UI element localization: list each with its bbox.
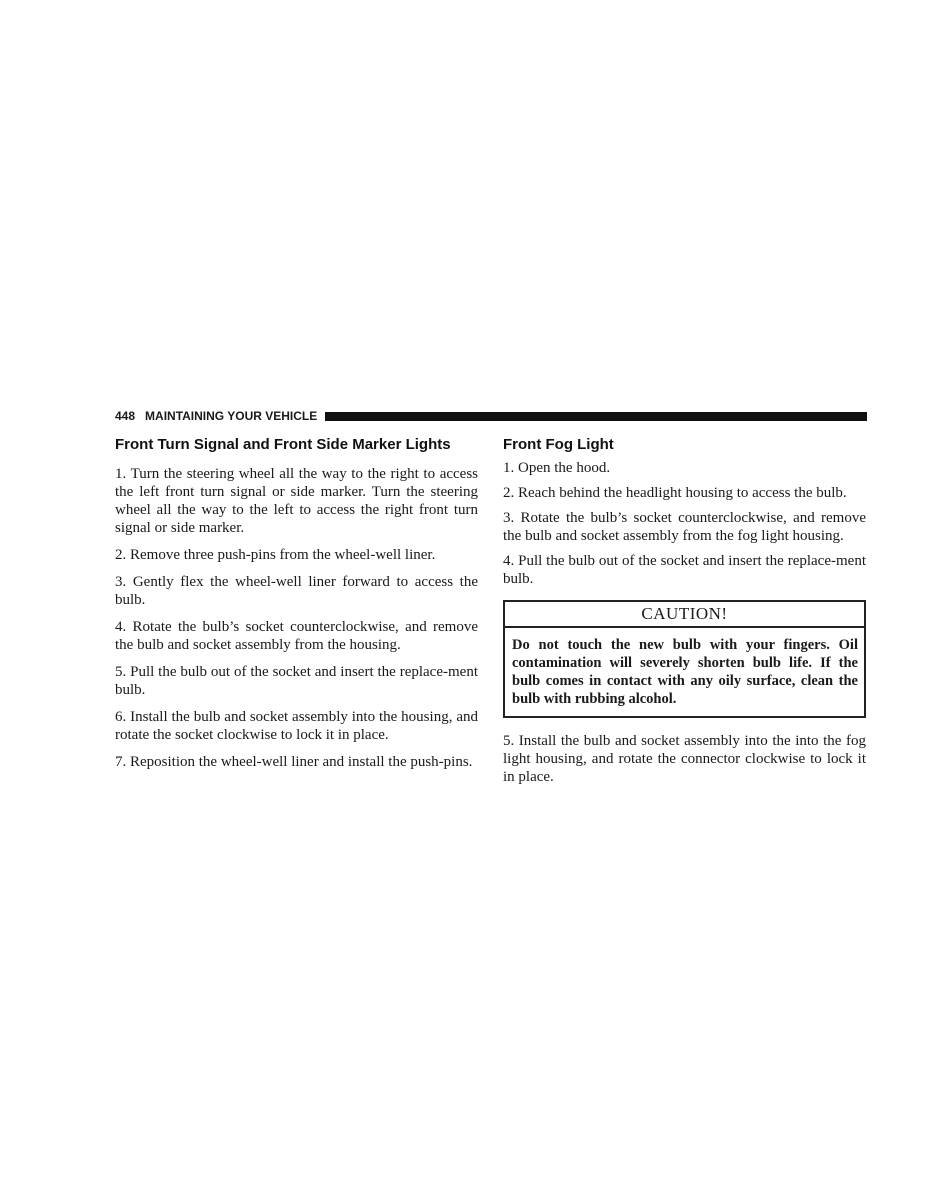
caution-title: CAUTION! xyxy=(505,602,864,628)
page-number: 448 xyxy=(115,409,136,423)
right-column xyxy=(503,434,866,793)
section-title: MAINTAINING YOUR VEHICLE xyxy=(145,409,318,423)
left-column xyxy=(115,434,478,780)
caution-box xyxy=(503,600,866,718)
caution-text: Do not touch the new bulb with your fingers. Oil contamination will severely shorten bulb life. If the bulb comes in contact with any oily surface, clean the bulb with rubbing alcohol. xyxy=(512,637,858,707)
right-step-5: 5. Install the bulb and socket assembly into the into the fog light housing, and rotate the connector clockwise to lock it in place. xyxy=(503,733,866,785)
left-step-3: 3. Gently flex the wheel-well liner forward to access the bulb. xyxy=(115,574,478,608)
left-step-1: 1. Turn the steering wheel all the way to the right to access the left front turn signal or side marker. Turn the steering wheel all the way to the left to access the right front turn signal or side marker. xyxy=(115,466,478,536)
right-step-3: 3. Rotate the bulb’s socket counterclockwise, and remove the bulb and socket assembly from the fog light housing. xyxy=(503,510,866,544)
right-step-4: 4. Pull the bulb out of the socket and insert the replace-ment bulb. xyxy=(503,553,866,587)
right-step-1: 1. Open the hood. xyxy=(503,460,611,476)
header-rule xyxy=(325,412,867,421)
left-step-7: 7. Reposition the wheel-well liner and install the push-pins. xyxy=(115,754,473,770)
left-step-5: 5. Pull the bulb out of the socket and insert the replace-ment bulb. xyxy=(115,664,478,698)
page-header xyxy=(115,407,867,425)
left-step-6: 6. Install the bulb and socket assembly into the housing, and rotate the socket clockwise to lock it in place. xyxy=(115,709,478,743)
left-step-4: 4. Rotate the bulb’s socket counterclockwise, and remove the bulb and socket assembly from the housing. xyxy=(115,619,478,653)
left-step-2: 2. Remove three push-pins from the wheel-well liner. xyxy=(115,547,436,563)
turn-signal-heading: Front Turn Signal and Front Side Marker Lights xyxy=(115,436,451,453)
right-step-2: 2. Reach behind the headlight housing to access the bulb. xyxy=(503,485,847,501)
fog-light-heading: Front Fog Light xyxy=(503,436,614,453)
